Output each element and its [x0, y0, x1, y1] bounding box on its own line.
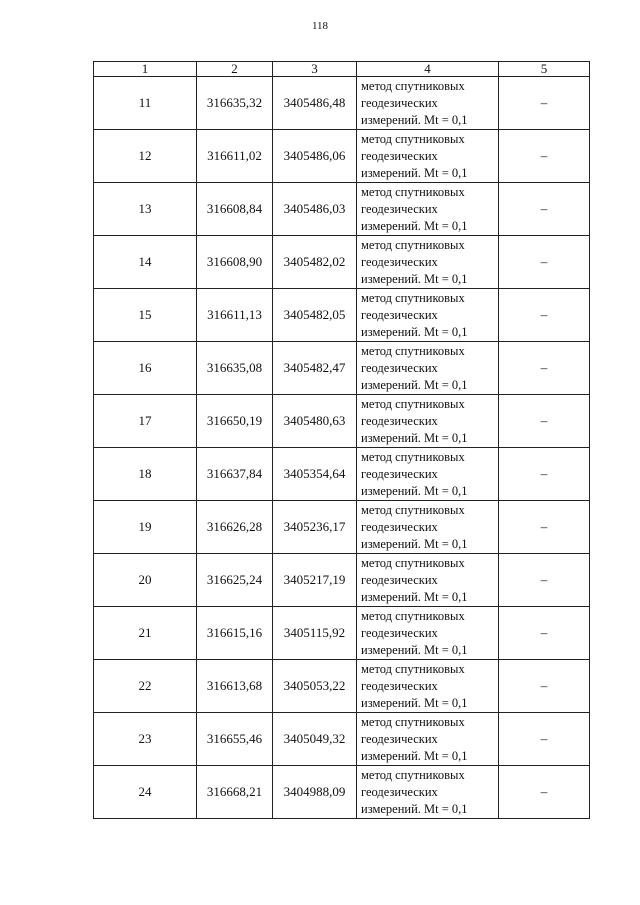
method-line: метод спутниковых	[361, 343, 465, 358]
method-cell	[357, 77, 499, 130]
method-line: геодезических	[361, 678, 438, 693]
coordinate-y-cell: 3405482,05	[273, 289, 357, 342]
table-body	[94, 62, 590, 819]
coordinate-x-cell: 316635,08	[197, 342, 273, 395]
table-row	[94, 766, 590, 819]
header-cell-3: 3	[273, 62, 357, 77]
note-cell: –	[499, 342, 590, 395]
point-number-cell: 17	[94, 395, 197, 448]
note-cell: –	[499, 713, 590, 766]
coordinate-y-cell: 3405486,06	[273, 130, 357, 183]
page-number: 118	[311, 20, 329, 32]
method-line: метод спутниковых	[361, 714, 465, 729]
table-row	[94, 342, 590, 395]
method-cell	[357, 554, 499, 607]
note-cell: –	[499, 448, 590, 501]
note-cell: –	[499, 130, 590, 183]
method-line: геодезических	[361, 784, 438, 799]
point-number-cell: 21	[94, 607, 197, 660]
method-cell	[357, 713, 499, 766]
header-cell-2: 2	[197, 62, 273, 77]
method-line: геодезических	[361, 148, 438, 163]
coordinate-y-cell: 3405053,22	[273, 660, 357, 713]
method-cell	[357, 289, 499, 342]
table-row	[94, 130, 590, 183]
method-line: измерений. Mt = 0,1	[361, 801, 468, 816]
note-cell: –	[499, 77, 590, 130]
method-cell	[357, 183, 499, 236]
method-line: метод спутниковых	[361, 237, 465, 252]
point-number-cell: 19	[94, 501, 197, 554]
coordinates-table	[93, 61, 590, 819]
method-line: метод спутниковых	[361, 502, 465, 517]
method-line: геодезических	[361, 519, 438, 534]
coordinate-y-cell: 3405115,92	[273, 607, 357, 660]
coordinate-x-cell: 316668,21	[197, 766, 273, 819]
table-row	[94, 448, 590, 501]
method-line: метод спутниковых	[361, 184, 465, 199]
method-line: измерений. Mt = 0,1	[361, 748, 468, 763]
coordinate-x-cell: 316650,19	[197, 395, 273, 448]
method-line: метод спутниковых	[361, 555, 465, 570]
point-number-cell: 18	[94, 448, 197, 501]
method-line: метод спутниковых	[361, 396, 465, 411]
method-line: измерений. Mt = 0,1	[361, 589, 468, 604]
method-line: измерений. Mt = 0,1	[361, 695, 468, 710]
coordinate-y-cell: 3405482,47	[273, 342, 357, 395]
table-row	[94, 607, 590, 660]
method-line: метод спутниковых	[361, 78, 465, 93]
note-cell: –	[499, 766, 590, 819]
note-cell: –	[499, 395, 590, 448]
header-cell-5: 5	[499, 62, 590, 77]
note-cell: –	[499, 554, 590, 607]
coordinate-y-cell: 3404988,09	[273, 766, 357, 819]
coordinate-x-cell: 316611,13	[197, 289, 273, 342]
coordinate-y-cell: 3405482,02	[273, 236, 357, 289]
note-cell: –	[499, 289, 590, 342]
method-cell	[357, 236, 499, 289]
point-number-cell: 24	[94, 766, 197, 819]
coordinate-x-cell: 316625,24	[197, 554, 273, 607]
point-number-cell: 22	[94, 660, 197, 713]
method-line: геодезических	[361, 731, 438, 746]
point-number-cell: 15	[94, 289, 197, 342]
coordinate-y-cell: 3405354,64	[273, 448, 357, 501]
note-cell: –	[499, 501, 590, 554]
method-line: геодезических	[361, 360, 438, 375]
coordinate-x-cell: 316613,68	[197, 660, 273, 713]
method-line: геодезических	[361, 572, 438, 587]
method-cell	[357, 342, 499, 395]
point-number-cell: 13	[94, 183, 197, 236]
method-line: метод спутниковых	[361, 290, 465, 305]
table-row	[94, 236, 590, 289]
method-line: измерений. Mt = 0,1	[361, 430, 468, 445]
coordinate-x-cell: 316655,46	[197, 713, 273, 766]
method-cell	[357, 607, 499, 660]
method-line: измерений. Mt = 0,1	[361, 642, 468, 657]
method-line: геодезических	[361, 307, 438, 322]
header-cell-4: 4	[357, 62, 499, 77]
coordinate-x-cell: 316608,84	[197, 183, 273, 236]
method-cell	[357, 660, 499, 713]
note-cell: –	[499, 607, 590, 660]
method-line: геодезических	[361, 413, 438, 428]
method-line: измерений. Mt = 0,1	[361, 536, 468, 551]
coordinate-y-cell: 3405486,48	[273, 77, 357, 130]
table-header-row	[94, 62, 590, 77]
coordinate-y-cell: 3405049,32	[273, 713, 357, 766]
method-line: измерений. Mt = 0,1	[361, 165, 468, 180]
point-number-cell: 11	[94, 77, 197, 130]
note-cell: –	[499, 660, 590, 713]
method-line: геодезических	[361, 254, 438, 269]
method-line: измерений. Mt = 0,1	[361, 218, 468, 233]
coordinate-y-cell: 3405480,63	[273, 395, 357, 448]
table-row	[94, 183, 590, 236]
point-number-cell: 14	[94, 236, 197, 289]
coordinate-x-cell: 316637,84	[197, 448, 273, 501]
table-row	[94, 713, 590, 766]
method-line: измерений. Mt = 0,1	[361, 271, 468, 286]
method-line: измерений. Mt = 0,1	[361, 483, 468, 498]
method-line: геодезических	[361, 201, 438, 216]
table-row	[94, 501, 590, 554]
method-line: измерений. Mt = 0,1	[361, 112, 468, 127]
method-line: метод спутниковых	[361, 661, 465, 676]
method-line: метод спутниковых	[361, 608, 465, 623]
table-row	[94, 660, 590, 713]
coordinate-x-cell: 316635,32	[197, 77, 273, 130]
method-line: метод спутниковых	[361, 131, 465, 146]
coordinate-x-cell: 316608,90	[197, 236, 273, 289]
method-cell	[357, 130, 499, 183]
table-row	[94, 554, 590, 607]
table-row	[94, 395, 590, 448]
point-number-cell: 12	[94, 130, 197, 183]
note-cell: –	[499, 236, 590, 289]
table-row	[94, 77, 590, 130]
coordinate-x-cell: 316626,28	[197, 501, 273, 554]
table-row	[94, 289, 590, 342]
method-line: метод спутниковых	[361, 767, 465, 782]
header-cell-1: 1	[94, 62, 197, 77]
method-line: метод спутниковых	[361, 449, 465, 464]
note-cell: –	[499, 183, 590, 236]
point-number-cell: 16	[94, 342, 197, 395]
coordinate-x-cell: 316611,02	[197, 130, 273, 183]
method-line: измерений. Mt = 0,1	[361, 377, 468, 392]
coordinate-y-cell: 3405486,03	[273, 183, 357, 236]
method-line: геодезических	[361, 95, 438, 110]
method-cell	[357, 395, 499, 448]
coordinate-y-cell: 3405236,17	[273, 501, 357, 554]
method-cell	[357, 448, 499, 501]
method-cell	[357, 766, 499, 819]
method-line: геодезических	[361, 625, 438, 640]
method-line: измерений. Mt = 0,1	[361, 324, 468, 339]
point-number-cell: 23	[94, 713, 197, 766]
coordinate-x-cell: 316615,16	[197, 607, 273, 660]
method-cell	[357, 501, 499, 554]
point-number-cell: 20	[94, 554, 197, 607]
method-line: геодезических	[361, 466, 438, 481]
coordinate-y-cell: 3405217,19	[273, 554, 357, 607]
